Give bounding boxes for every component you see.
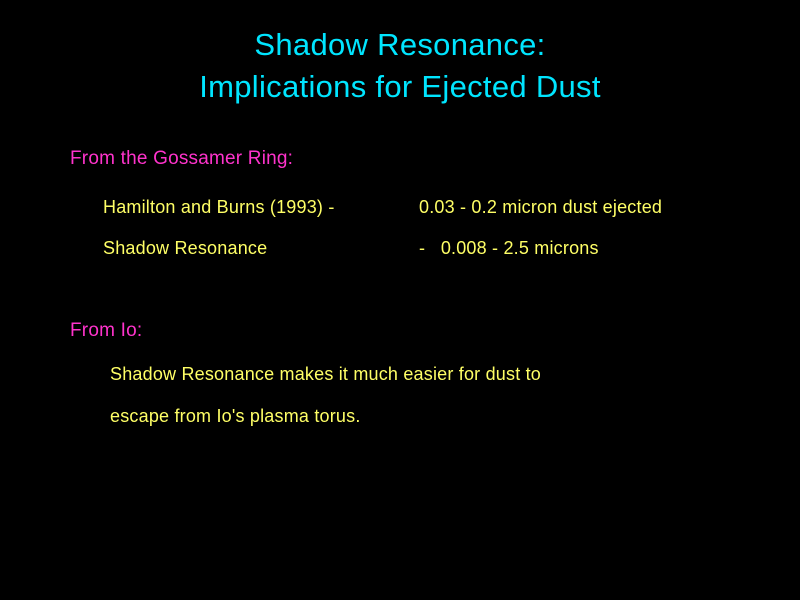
row-dash: - [419,238,426,258]
row-label: Shadow Resonance [103,238,268,258]
row-value: 0.03 - 0.2 micron dust ejected [419,197,663,217]
title-line-1: Shadow Resonance: [254,27,546,62]
body-text-line-2: escape from Io's plasma torus. [110,406,361,426]
slide-title [0,24,800,108]
body-text-line-1: Shadow Resonance makes it much easier for dust to [110,364,542,384]
title-line-2: Implications for Ejected Dust [199,69,601,104]
row-label: Hamilton and Burns (1993) - [103,197,335,217]
section-heading-gossamer-ring: From the Gossamer Ring: [70,148,294,169]
row-value: 0.008 - 2.5 microns [440,238,599,258]
data-row-shadow-resonance [103,238,599,259]
section-heading-io: From Io: [70,320,143,341]
data-row-hamilton-burns [103,197,662,218]
